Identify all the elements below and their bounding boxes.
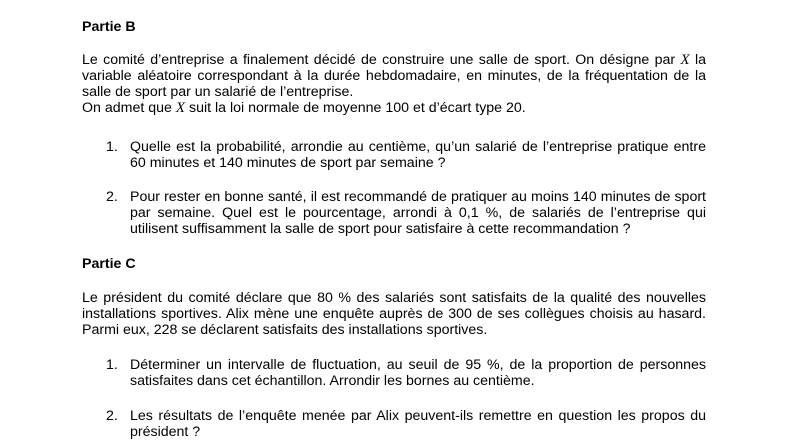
partie-b-intro-text-a: Le comité d’entreprise a finalement décidé de construire une salle de sport. On désigne par bbox=[82, 52, 681, 68]
question-number: 1. bbox=[106, 139, 118, 155]
question-text: Les résultats de l’enquête menée par Alix peuvent-ils remettre en question les propos du président ? bbox=[130, 408, 706, 440]
question-number: 1. bbox=[106, 357, 118, 373]
partie-c-heading: Partie C bbox=[82, 256, 136, 272]
question-text: Déterminer un intervalle de fluctuation, au seuil de 95 %, de la proportion de personnes satisfaites dans cet échantillon. Arrondir les bornes au centième. bbox=[130, 357, 706, 389]
partie-b-intro2-text-a: On admet que bbox=[82, 100, 176, 116]
variable-x: X bbox=[175, 100, 186, 116]
variable-x: X bbox=[680, 52, 690, 68]
question-number: 2. bbox=[106, 189, 118, 205]
partie-b-intro-text-b: la variable aléatoire correspondant à la durée hebdomadaire, en minutes, de la fréquentation de la salle de sport par un salarié de l’entreprise. bbox=[82, 52, 707, 100]
partie-b-intro bbox=[82, 52, 706, 116]
question-number: 2. bbox=[106, 408, 118, 424]
question-text: Pour rester en bonne santé, il est recommandé de pratiquer au moins 140 minutes de sport par semaine. Quel est le pourcentage, arrondi à 0,1 %, de salariés de l’entreprise qui utilisent suffisamment la salle de sport pour satisfaire à cette recommandation ? bbox=[130, 189, 706, 237]
partie-c-intro: Le président du comité déclare que 80 % des salariés sont satisfaits de la qualité des nouvelles installations sportives. Alix mène une enquête auprès de 300 de ses collègues choisis au hasard. Parmi eux, 228 se déclarent satisfaits des installations sportives. bbox=[82, 290, 706, 338]
partie-b-heading: Partie B bbox=[82, 19, 136, 35]
question-text: Quelle est la probabilité, arrondie au centième, qu’un salarié de l’entreprise pratique entre 60 minutes et 140 minutes de sport par semaine ? bbox=[130, 139, 706, 171]
partie-b-intro2-text-b: suit la loi normale de moyenne 100 et d’écart type 20. bbox=[185, 100, 526, 116]
